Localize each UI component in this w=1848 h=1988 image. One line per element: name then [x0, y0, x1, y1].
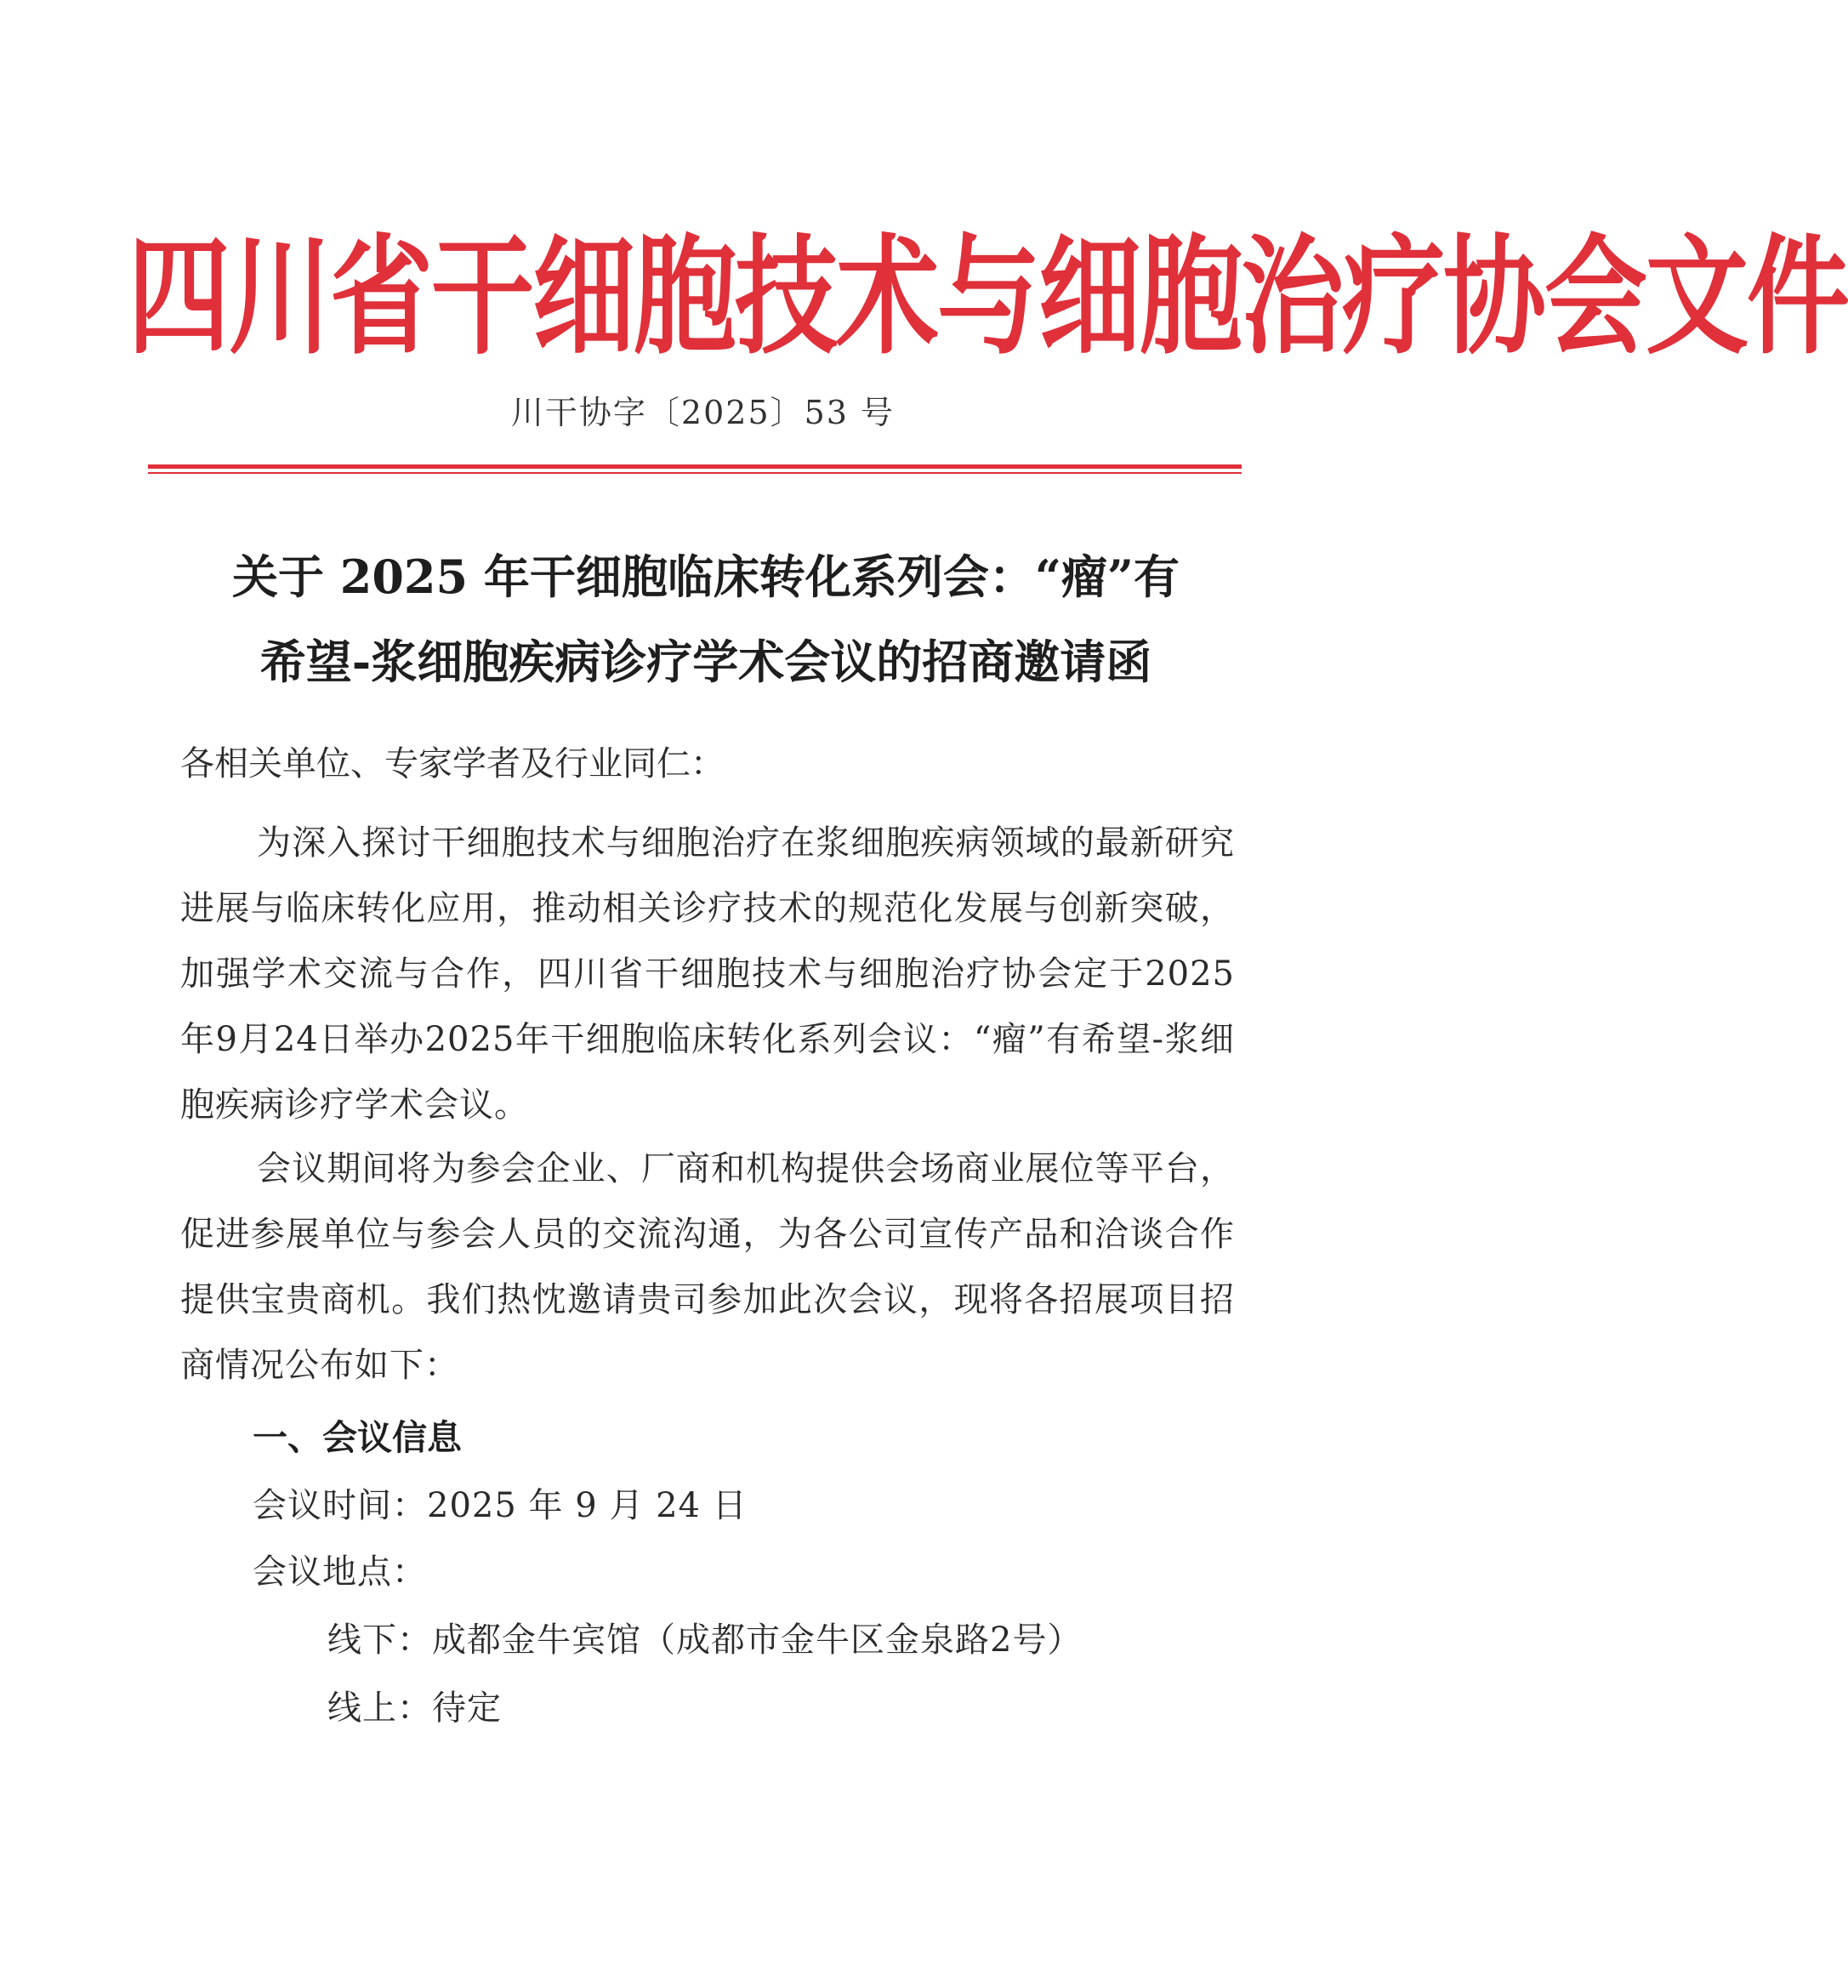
red-divider-line	[148, 464, 1242, 469]
title-line-2: 希望-浆细胞疾病诊疗学术会议的招商邀请函	[259, 635, 1152, 689]
paragraph-intro: 为深入探讨干细胞技术与细胞治疗在浆细胞疾病领域的最新研究进展与临床转化应用，推动相关诊疗技术的规范化发展与创新突破，加强学术交流与合作，四川省干细胞技术与细胞治疗协会定于2025年9月24日举办2025年干细胞临床转化系列会议：“瘤”有希望-浆细胞疾病诊疗学术会议。	[180, 823, 1235, 1125]
salutation: 各相关单位、专家学者及行业同仁：	[180, 744, 725, 783]
meeting-place-label: 会议地点：	[253, 1552, 427, 1592]
meeting-place-offline: 线下：成都金牛宾馆（成都市金牛区金泉路2号）	[327, 1621, 1083, 1660]
document-number: 川干协字〔2025〕53 号	[510, 394, 896, 431]
document-title	[179, 534, 1233, 704]
title-line-1: 关于 2025 年干细胞临床转化系列会：“瘤”有	[231, 550, 1180, 604]
meeting-place-online: 线上：待定	[327, 1689, 502, 1728]
paragraph-invitation: 会议期间将为参会企业、厂商和机构提供会场商业展位等平台，促进参展单位与参会人员的交流沟通，为各公司宣传产品和洽谈合作提供宝贵商机。我们热忱邀请贵司参加此次会议，现将各招展项目招商情况公布如下：	[180, 1149, 1235, 1385]
red-divider-line-thin	[148, 472, 1242, 474]
letterhead-title: 四川省干细胞技术与细胞治疗协会文件	[128, 222, 1848, 373]
section-heading-meeting-info: 一、会议信息	[253, 1417, 462, 1458]
meeting-time: 会议时间：2025 年 9 月 24 日	[253, 1486, 748, 1525]
